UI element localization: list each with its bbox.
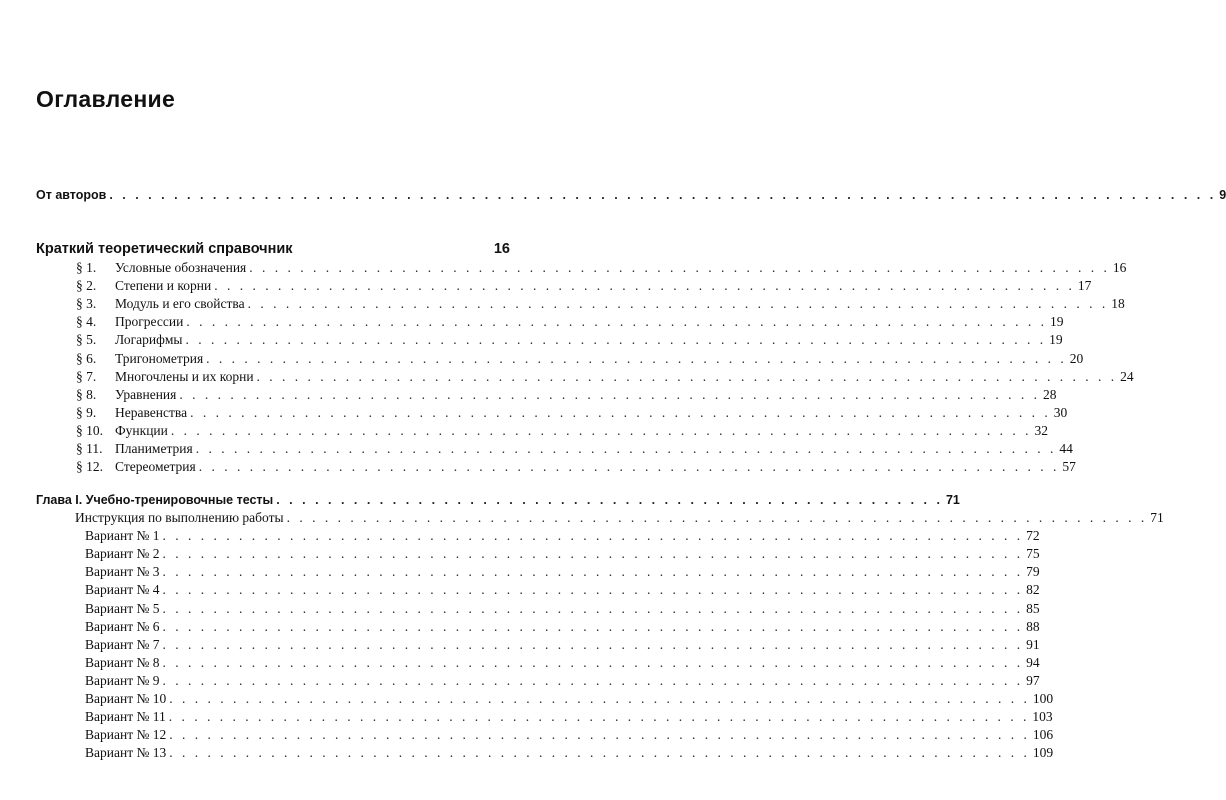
toc-label: Вариант № 4	[85, 582, 160, 598]
toc-label: Инструкция по выполнению работы	[75, 510, 284, 525]
section-title: Функции	[115, 422, 168, 438]
leader-dots: . . . . . . . . . . . . . . . . . . . . . . . . . . . . . . . . . . . . . . . . . . . . . . . . . . . . . . . . . . . . . . . . . . . .	[169, 727, 1030, 743]
page-title: Оглавление	[36, 86, 176, 112]
leader-dots: . . . . . . . . . . . . . . . . . . . . . . . . . . . . . . . . . . . . . . . . . . . . . . . . . . . . . . . . . . . . . . . . . . . .	[162, 654, 1024, 670]
section-number: § 3.	[76, 296, 97, 312]
toc-page: 103	[1032, 709, 1053, 725]
toc-page: 9	[1219, 188, 1226, 202]
section-title: Условные обозначения	[115, 260, 247, 275]
leader-dots: . . . . . . . . . . . . . . . . . . . . . . . . . . . . . . . . . . . . . . . . . . . . . . . . . . . . . . . . . . . . . . . . . . . .	[170, 422, 1032, 438]
toc-entry-variant[interactable]	[85, 618, 1040, 636]
toc-entry-variant[interactable]	[85, 563, 1040, 581]
section-number: § 10.	[76, 422, 103, 438]
leader-dots: . . . . . . . . . . . . . . . . . . . . . . . . . . . . . . . . . . . . . . . . . . . . . . . . . . . . . . . . . . . . . . . . . . . .	[195, 441, 1057, 456]
section-title: Степени и корни	[115, 278, 212, 294]
toc-page: 57	[1062, 459, 1076, 475]
leader-dots: . . . . . . . . . . . . . . . . . . . . . . . . . . . . . . . . . . . . . . . . . . . . . . . . . . . . . . . . . . . . . . . . . . . .	[185, 332, 1047, 348]
leader-dots: . . . . . . . . . . . . . . . . . . . . . . . . . . . . . . . . . . . . . . . . . . . . . . . . . . . . . . . . . . . . . . . . . . . .	[190, 404, 1051, 420]
toc-label: Вариант № 12	[85, 727, 167, 743]
leader-dots: . . . . . . . . . . . . . . . . . . . . . . . . . . . . . . . . . . . . . . . . . . . . . . . . . . . .	[276, 493, 943, 507]
toc-label: Вариант № 13	[85, 745, 167, 761]
toc-page: 16	[1112, 260, 1127, 275]
toc-page: 30	[1053, 404, 1068, 420]
leader-dots: . . . . . . . . . . . . . . . . . . . . . . . . . . . . . . . . . . . . . . . . . . . . . . . . . . . . . . . . . . . . . . . . . . . .	[162, 528, 1024, 544]
toc-entry-section[interactable]	[76, 422, 1048, 440]
toc-entry-section[interactable]	[76, 313, 1064, 331]
toc-label: Глава I. Учебно-тренировочные тесты	[36, 493, 274, 507]
toc-label	[76, 313, 183, 331]
toc-label: Вариант № 2	[85, 546, 160, 562]
toc-page: 82	[1026, 582, 1040, 598]
toc-entry-section[interactable]	[76, 368, 1134, 386]
leader-dots: . . . . . . . . . . . . . . . . . . . . . . . . . . . . . . . . . . . . . . . . . . . . . . . . . . . . . . . . . . . . . . . . . . . .	[169, 691, 1030, 706]
leader-dots: . . . . . . . . . . . . . . . . . . . . . . . . . . . . . . . . . . . . . . . . . . . . . . . . . . . . . . . . . . . . . . . . . . . .	[162, 636, 1024, 652]
toc-label	[76, 440, 193, 458]
toc-label: Вариант № 8	[85, 654, 160, 670]
section-number: § 2.	[76, 278, 97, 294]
section-title: Прогрессии	[115, 314, 184, 330]
toc-entry-section[interactable]	[76, 259, 1127, 277]
toc-page: 20	[1069, 350, 1084, 366]
section-number: § 1.	[76, 260, 97, 275]
toc-page: 88	[1026, 618, 1040, 634]
leader-dots: . . . . . . . . . . . . . . . . . . . . . . . . . . . . . . . . . . . . . . . . . . . . . . . . . . . . . . . . . . . . . . . . . . . .	[286, 510, 1148, 525]
toc-page: 32	[1034, 422, 1048, 438]
toc-entry-section[interactable]	[76, 295, 1125, 313]
leader-dots: . . . . . . . . . . . . . . . . . . . . . . . . . . . . . . . . . . . . . . . . . . . . . . . . . . . . . . . . . . . . . . . . . . . .	[162, 672, 1024, 688]
section-title: Уравнения	[115, 386, 177, 402]
toc-page: 71	[1150, 510, 1164, 525]
toc-label: Вариант № 9	[85, 672, 160, 688]
section-number: § 9.	[76, 404, 97, 420]
section-number: § 4.	[76, 314, 97, 330]
section-title: Тригонометрия	[115, 350, 204, 366]
section-number: § 8.	[76, 386, 97, 402]
toc-page: 19	[1049, 314, 1064, 330]
toc-label: Вариант № 10	[85, 691, 167, 706]
toc-page: 72	[1026, 528, 1040, 544]
toc-label: Вариант № 1	[85, 528, 160, 544]
toc-entry-variant[interactable]	[75, 509, 1164, 527]
toc-page: 44	[1059, 441, 1073, 456]
toc-page: 97	[1026, 672, 1040, 688]
toc-page: 94	[1026, 654, 1040, 670]
leader-dots: . . . . . . . . . . . . . . . . . . . . . . . . . . . . . . . . . . . . . . . . . . . . . . . . . . . . . . . . . . . . . . . . . . . .	[162, 618, 1024, 634]
toc-entry-variant[interactable]	[85, 690, 1054, 708]
toc-label	[76, 404, 187, 422]
leader-dots: . . . . . . . . . . . . . . . . . . . . . . . . . . . . . . . . . . . . . . . . . . . . . . . . . . . . . . . . . . . . . . . . . . . .	[179, 386, 1040, 402]
section-title: Планиметрия	[115, 441, 193, 456]
toc-entry-section[interactable]	[76, 404, 1068, 422]
toc-entry-variant[interactable]	[85, 672, 1040, 690]
leader-dots: . . . . . . . . . . . . . . . . . . . . . . . . . . . . . . . . . . . . . . . . . . . . . . . . . . . . . . . . . . . . . . . . . . . . . . . . . . . . . . . . . . . . . .	[109, 188, 1217, 202]
leader-dots: . . . . . . . . . . . . . . . . . . . . . . . . . . . . . . . . . . . . . . . . . . . . . . . . . . . . . . . . . . . . . . . . . . . .	[168, 709, 1030, 725]
toc-page: 91	[1026, 636, 1040, 652]
leader-dots: . . . . . . . . . . . . . . . . . . . . . . . . . . . . . . . . . . . . . . . . . . . . . . . . . . . . . . . . . . . . . . . . . . . .	[186, 314, 1047, 330]
toc-entry-section[interactable]	[76, 277, 1092, 295]
toc-page: 16	[493, 241, 510, 257]
section-number: § 12.	[76, 459, 103, 475]
section-title: Логарифмы	[115, 332, 183, 348]
toc-page: 100	[1032, 691, 1054, 706]
section-title: Многочлены и их корни	[115, 368, 254, 384]
leader-dots: . . . . . . . . . . . . . . . . . . . . . . . . . . . . . . . . . . . . . . . . . . . . . . . . . . . . . . . . . . . . . . . . . . . .	[169, 745, 1030, 761]
toc-entry-section[interactable]	[76, 331, 1063, 349]
section-number: § 6.	[76, 350, 97, 366]
toc-entry-reference[interactable]	[36, 240, 510, 258]
toc-entry-variant[interactable]	[85, 527, 1040, 545]
section-title: Стереометрия	[115, 459, 196, 475]
toc-page: 28	[1043, 386, 1057, 402]
toc-label: Вариант № 3	[85, 564, 160, 580]
section-title: Неравенства	[115, 404, 188, 420]
toc-entry-section[interactable]	[76, 350, 1084, 368]
toc-entry-variant[interactable]	[85, 708, 1053, 726]
toc-page: 106	[1032, 727, 1054, 743]
toc-label: Вариант № 6	[85, 618, 160, 634]
toc-page: 17	[1077, 278, 1092, 294]
leader-dots: . . . . . . . . . . . . . . . . . . . . . . . . . . . . . . . . . . . . . . . . . . . . . . . . . . . . . . . . . . . . . . . . . . . .	[162, 582, 1024, 598]
toc-entry-section[interactable]	[76, 386, 1057, 404]
toc-label: Краткий теоретический справочник	[36, 241, 293, 257]
toc-entry-variant[interactable]	[85, 726, 1054, 744]
toc-entry-variant[interactable]	[85, 744, 1054, 762]
leader-dots: . . . . . . . . . . . . . . . . . . . . . . . . . . . . . . . . . . . . . . . . . . . . . . . . . . . . . . . . . . . . . . . . . . . .	[162, 546, 1024, 562]
leader-dots: . . . . . . . . . . . . . . . . . . . . . . . . . . . . . . . . . . . . . . . . . . . . . . . . . . . . . . . . . . . . . . . . . . . .	[249, 260, 1110, 275]
toc-label	[76, 422, 168, 440]
toc-label	[76, 259, 246, 277]
toc-page: 24	[1120, 368, 1134, 384]
section-title: Модуль и его свойства	[115, 296, 245, 312]
toc-entry-chapter-1[interactable]	[36, 491, 960, 509]
toc-entry-section[interactable]	[76, 440, 1073, 458]
toc-label: От авторов	[36, 188, 107, 202]
toc-label	[76, 277, 211, 295]
leader-dots: . . . . . . . . . . . . . . . . . . . . . . . . . . . . . . . . . . . . . . . . . . . . . . . . . . . . . . . . . . . . . . . . . . . .	[256, 368, 1118, 384]
leader-dots: . . . . . . . . . . . . . . . . . . . . . . . . . . . . . . . . . . . . . . . . . . . . . . . . . . . . . . . . . . . . . . . . . . . .	[247, 296, 1109, 312]
toc-page: 18	[1111, 296, 1125, 312]
toc-label	[76, 368, 254, 386]
leader-dots: . . . . . . . . . . . . . . . . . . . . . . . . . . . . . . . . . . . . . . . . . . . . . . . . . . . . . . . . . . . . . . . . . . . .	[206, 350, 1067, 366]
section-number: § 5.	[76, 332, 97, 348]
toc-label: Вариант № 7	[85, 636, 160, 652]
toc-label: Вариант № 5	[85, 600, 160, 616]
leader-dots: . . . . . . . . . . . . . . . . . . . . . . . . . . . . . . . . . . . . . . . . . . . . . . . . . . . . . . . . . . . . . . . . . . . .	[162, 600, 1024, 616]
toc-label	[76, 386, 176, 404]
toc-page: 71	[945, 493, 960, 507]
toc-entry-variant[interactable]	[85, 581, 1040, 599]
toc-label	[76, 331, 182, 349]
toc-entry-variant[interactable]	[85, 654, 1040, 672]
toc-label: Вариант № 11	[85, 709, 166, 725]
toc-label	[76, 458, 196, 476]
toc-page: 75	[1026, 546, 1040, 562]
toc-page: 109	[1032, 745, 1054, 761]
toc-page: 19	[1049, 332, 1063, 348]
toc-entry-variant[interactable]	[85, 545, 1040, 563]
toc-entry-authors[interactable]	[36, 186, 1226, 204]
toc-entry-section[interactable]	[76, 458, 1076, 476]
section-number: § 11.	[76, 441, 103, 456]
toc-entry-variant[interactable]	[85, 600, 1040, 618]
toc-label	[76, 295, 245, 313]
leader-dots: . . . . . . . . . . . . . . . . . . . . . . . . . . . . . . . . . . . . . . . . . . . . . . . . . . . . . . . . . . . . . . . . . . . .	[198, 459, 1060, 475]
toc-page: 79	[1026, 564, 1040, 580]
leader-dots: . . . . . . . . . . . . . . . . . . . . . . . . . . . . . . . . . . . . . . . . . . . . . . . . . . . . . . . . . . . . . . . . . . . .	[214, 278, 1075, 294]
leader-dots: . . . . . . . . . . . . . . . . . . . . . . . . . . . . . . . . . . . . . . . . . . . . . . . . . . . . . . . . . . . . . . . . . . . .	[162, 564, 1024, 580]
toc-label	[76, 350, 203, 368]
toc-page: 85	[1026, 600, 1040, 616]
section-number: § 7.	[76, 368, 97, 384]
toc-entry-variant[interactable]	[85, 636, 1040, 654]
